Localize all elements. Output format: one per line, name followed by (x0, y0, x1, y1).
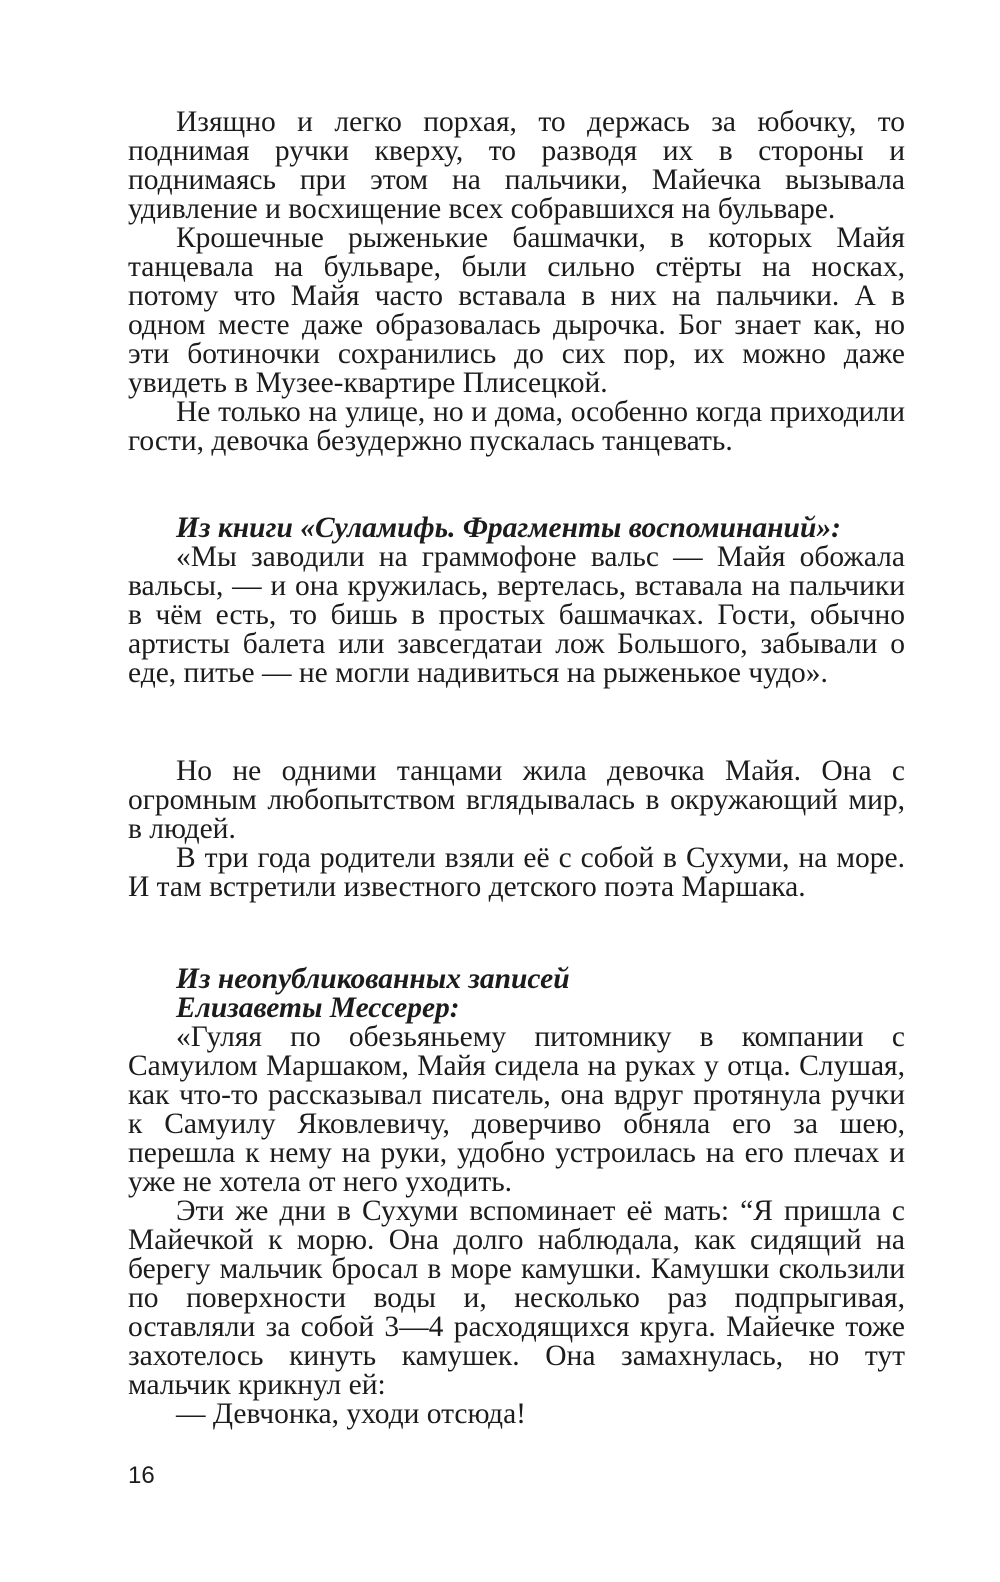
quote-source-heading: Из книги «Суламифь. Фрагменты воспоминаний»: (176, 512, 841, 544)
paragraph: Изящно и легко порхая, то держась за юбочку, то поднимая ручки кверху, то разводя их в стороны и поднимаясь при этом на пальчики, Майечка вызывала удивление и восхищение всех собравшихся на бульваре. (128, 106, 905, 225)
quote-paragraph: — Девчонка, уходи отсюда! (176, 1398, 526, 1430)
quote-paragraph: Эти же дни в Сухуми вспоминает её мать: “Я пришла с Майечкой к морю. Она долго наблюдала, как сидящий на берегу мальчик бросал в море камушки. Камушки скользили по поверхности воды и, несколько раз подпрыгивая, оставляли за собой 3—4 расходящихся круга. Майечке тоже захотелось кинуть камушек. Она замахнулась, но тут мальчик крикнул ей: (128, 1195, 905, 1401)
quote-source-heading: Из неопубликованных записей (176, 963, 570, 995)
quote-paragraph: «Мы заводили на граммофоне вальс — Майя обожала вальсы, — и она кружилась, вертелась, вставала на пальчики в чём есть, то бишь в простых башмачках. Гости, обычно артисты балета или завсегдатаи лож Большого, забывали о еде, питье — не могли надивиться на рыженькое чудо». (128, 541, 905, 689)
text-section-dancing (128, 108, 905, 456)
quote-source-heading-author: Елизаветы Мессерер: (176, 992, 460, 1024)
paragraph: Но не одними танцами жила девочка Майя. Она с огромным любопытством вглядывалась в окружающий мир, в людей. (128, 755, 905, 845)
page-number: 16 (128, 1462, 155, 1489)
quote-section-sulamif (128, 514, 905, 688)
quote-section-messerer (128, 965, 905, 1429)
text-section-sukhumi (128, 757, 905, 902)
paragraph: В три года родители взяли её с собой в Сухуми, на море. И там встретили известного детского поэта Маршака. (128, 842, 905, 903)
paragraph: Не только на улице, но и дома, особенно когда приходили гости, девочка безудержно пускалась танцевать. (128, 396, 905, 457)
paragraph: Крошечные рыженькие башмачки, в которых Майя танцевала на бульваре, были сильно стёрты на носках, потому что Майя часто вставала в них на пальчики. А в одном месте даже образовалась дырочка. Бог знает как, но эти ботиночки сохранились до сих пор, их можно даже увидеть в Музее-квартире Плисецкой. (128, 222, 905, 399)
quote-paragraph: «Гуляя по обезьяньему питомнику в компании с Самуилом Маршаком, Майя сидела на руках у отца. Слушая, как что-то рассказывал писатель, она вдруг протянула ручки к Самуилу Яковлевичу, доверчиво обняла его за шею, перешла к нему на руки, удобно устроилась на его плечах и уже не хотела от него уходить. (128, 1021, 905, 1198)
